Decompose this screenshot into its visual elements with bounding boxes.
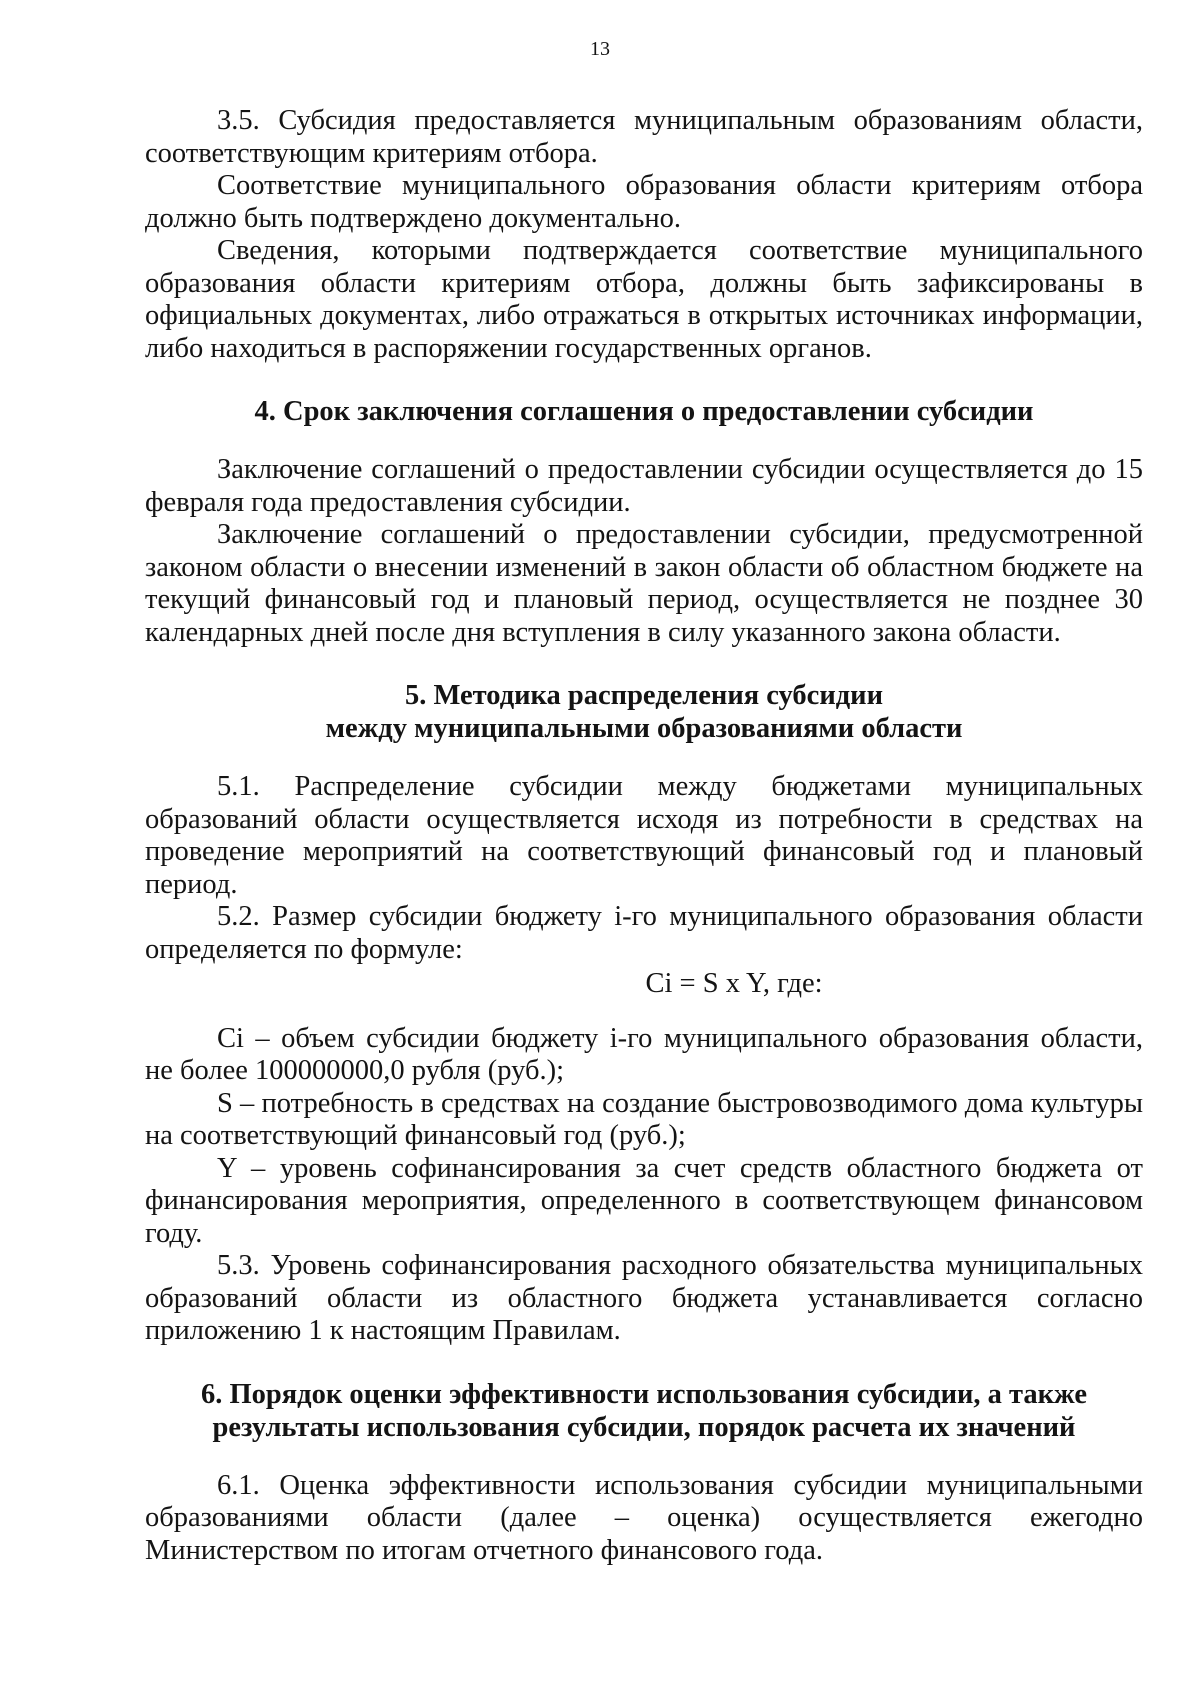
section-5-heading-line-1: 5. Методика распределения субсидии — [404, 680, 884, 711]
paragraph-6-1: 6.1. Оценка эффективности использования субсидии муниципальными образованиями области (далее – оценка) осуществляется ежегодно Министерством по итогам отчетного финансового года. — [145, 1469, 1143, 1566]
definition-y: Y – уровень софинансирования за счет средств областного бюджета от финансирования мероприятия, определенного в соответствующем финансовом году. — [145, 1152, 1143, 1249]
definition-ci: Ci – объем субсидии бюджету i-го муниципального образования области, не более 100000000,0 рубля (руб.); — [145, 1022, 1143, 1086]
section-5-heading-line-2: между муниципальными образованиями области — [325, 713, 963, 744]
formula: Ci = S x Y, где: — [645, 968, 823, 999]
paragraph-agreement-deadline: Заключение соглашений о предоставлении субсидии осуществляется до 15 февраля года предоставления субсидии. — [145, 454, 1143, 518]
paragraph-5-2: 5.2. Размер субсидии бюджету i-го муниципального образования области определяется по формуле: — [145, 901, 1143, 965]
paragraph-criteria-confirmation: Соответствие муниципального образования области критериям отбора должно быть подтверждено документально. — [145, 170, 1143, 234]
paragraph-3-5: 3.5. Субсидия предоставляется муниципальным образованиям области, соответствующим критериям отбора. — [145, 105, 1143, 169]
paragraph-criteria-info: Сведения, которыми подтверждается соответствие муниципального образования области критериям отбора, должны быть зафиксированы в официальных документах, либо отражаться в открытых источниках информации, либо находиться в распоряжении государственных органов. — [145, 235, 1143, 364]
document-body — [145, 105, 1143, 1567]
paragraph-agreement-amendment: Заключение соглашений о предоставлении субсидии, предусмотренной законом области о внесении изменений в закон области об областном бюджете на текущий финансовый год и плановый период, осуществляется не позднее 30 календарных дней после дня вступления в силу указанного закона области. — [145, 519, 1143, 648]
page-number: 13 — [590, 38, 610, 60]
paragraph-5-3: 5.3. Уровень софинансирования расходного обязательства муниципальных образований области из областного бюджета устанавливается согласно приложению 1 к настоящим Правилам. — [145, 1250, 1143, 1346]
paragraph-5-1: 5.1. Распределение субсидии между бюджетами муниципальных образований области осуществляется исходя из потребности в средствах на проведение мероприятий на соответствующий финансовый год и плановый период. — [145, 771, 1143, 900]
section-4-heading: 4. Срок заключения соглашения о предоставлении субсидии — [254, 396, 1034, 427]
definition-s: S – потребность в средствах на создание быстровозводимого дома культуры на соответствующий финансовый год (руб.); — [145, 1087, 1143, 1151]
section-6-heading-line-2: результаты использования субсидии, порядок расчета их значений — [212, 1411, 1076, 1443]
section-6-heading-line-1: 6. Порядок оценки эффективности использования субсидии, а также — [200, 1378, 1088, 1410]
